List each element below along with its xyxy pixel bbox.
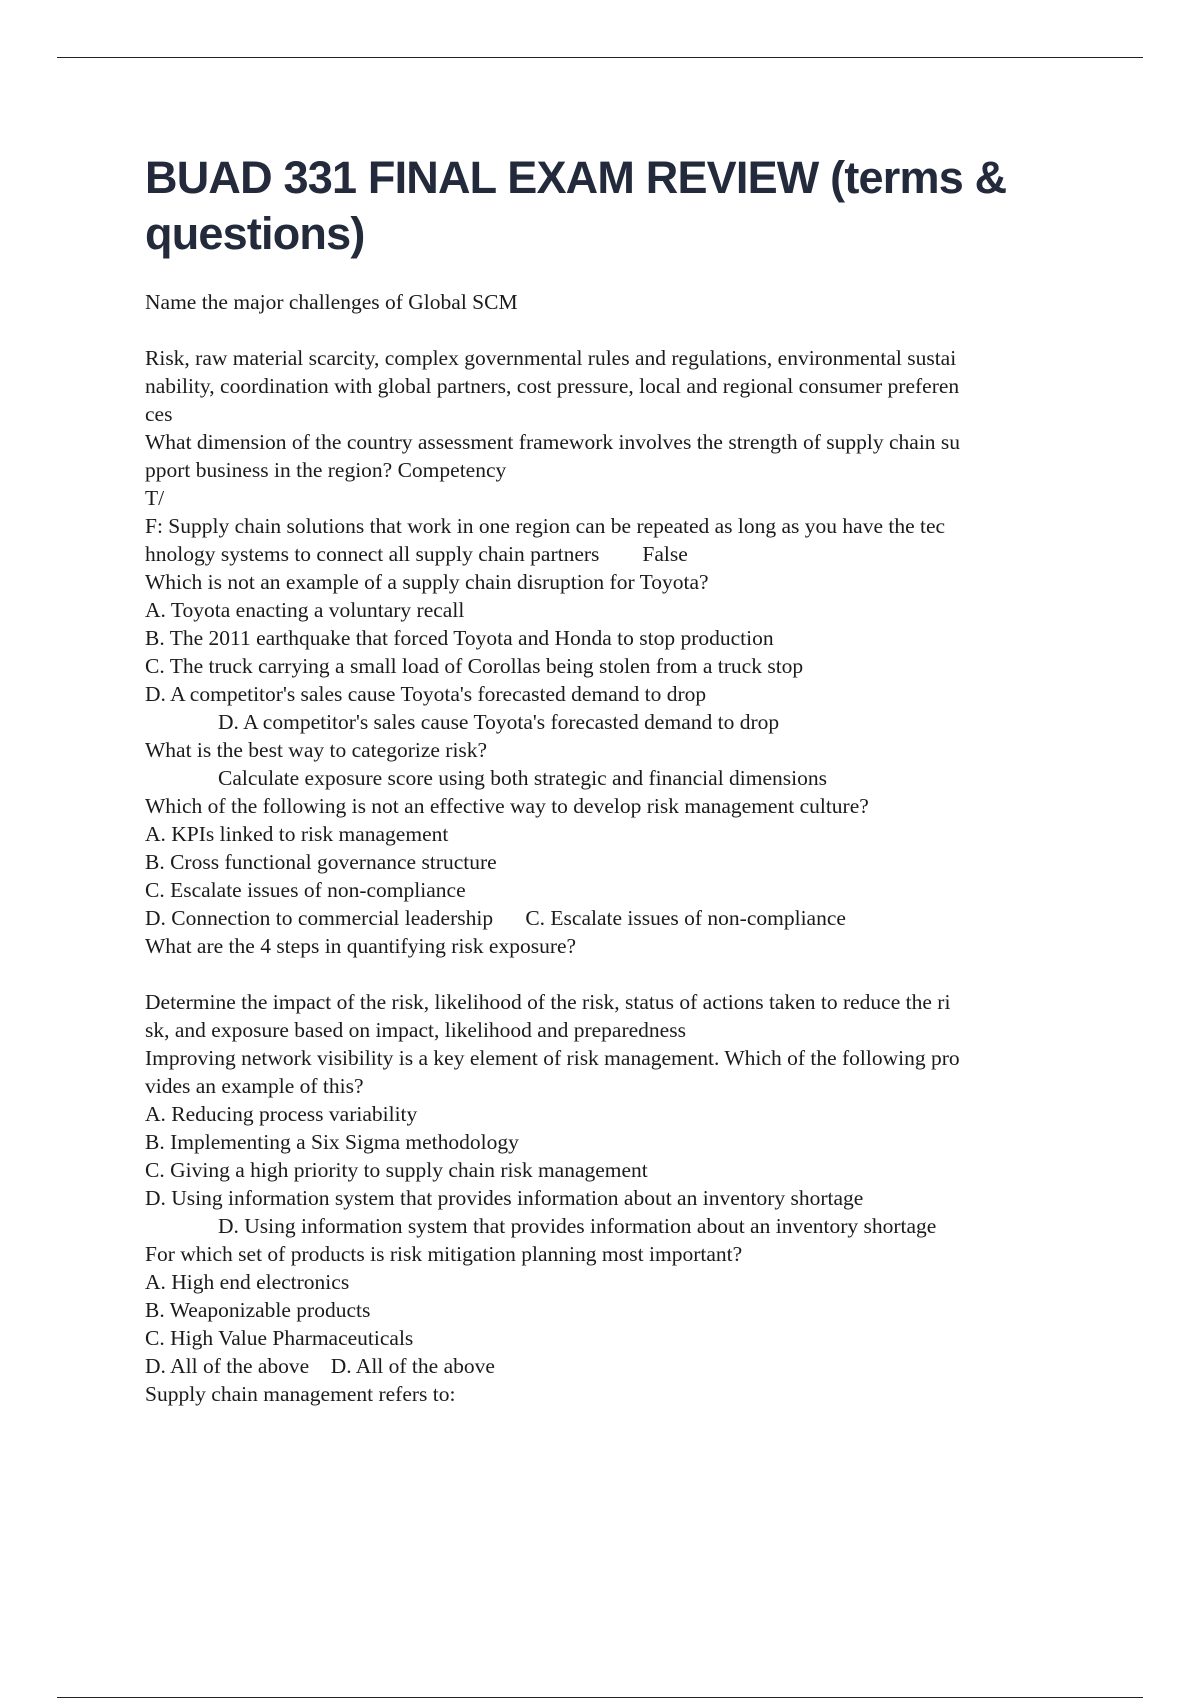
- text-line: What dimension of the country assessment framework involves the strength of supply chain su: [145, 430, 961, 454]
- text-line: C. The truck carrying a small load of Corollas being stolen from a truck stop: [145, 654, 804, 678]
- text-line: T/: [145, 486, 165, 510]
- text-line: A. Reducing process variability: [145, 1102, 418, 1126]
- text-line: B. Weaponizable products: [145, 1298, 371, 1322]
- text-line: C. Giving a high priority to supply chain risk management: [145, 1158, 648, 1182]
- blank-line: [145, 960, 1095, 988]
- text-line: What is the best way to categorize risk?: [145, 738, 488, 762]
- text-line: D. All of the above D. All of the above: [145, 1354, 495, 1378]
- text-line: A. KPIs linked to risk management: [145, 822, 449, 846]
- text-line: vides an example of this?: [145, 1074, 364, 1098]
- answer-line: Calculate exposure score using both strategic and financial dimensions: [218, 766, 827, 790]
- text-line: Improving network visibility is a key element of risk management. Which of the following pro: [145, 1046, 960, 1070]
- text-line: C. High Value Pharmaceuticals: [145, 1326, 414, 1350]
- text-line: B. The 2011 earthquake that forced Toyota and Honda to stop production: [145, 626, 774, 650]
- text-line: D. Using information system that provides information about an inventory shortage: [145, 1186, 864, 1210]
- text-line: B. Implementing a Six Sigma methodology: [145, 1130, 519, 1154]
- bottom-rule: [57, 1697, 1143, 1698]
- answer-line: D. A competitor's sales cause Toyota's forecasted demand to drop: [218, 710, 780, 734]
- title-line: questions): [145, 208, 365, 259]
- text-line: Which is not an example of a supply chain disruption for Toyota?: [145, 570, 709, 594]
- text-line: A. Toyota enacting a voluntary recall: [145, 598, 465, 622]
- document-body: [145, 288, 1095, 1408]
- title-line: BUAD 331 FINAL EXAM REVIEW (terms &: [145, 152, 1007, 203]
- text-line: ces: [145, 402, 173, 426]
- text-line: Which of the following is not an effective way to develop risk management culture?: [145, 794, 869, 818]
- text-line: A. High end electronics: [145, 1270, 350, 1294]
- text-line: F: Supply chain solutions that work in one region can be repeated as long as you have the tec: [145, 514, 946, 538]
- text-line: Determine the impact of the risk, likelihood of the risk, status of actions taken to reduce the ri: [145, 990, 951, 1014]
- text-line: Name the major challenges of Global SCM: [145, 290, 518, 314]
- text-line: D. A competitor's sales cause Toyota's forecasted demand to drop: [145, 682, 707, 706]
- text-line: What are the 4 steps in quantifying risk exposure?: [145, 934, 577, 958]
- text-line: hnology systems to connect all supply chain partners False: [145, 542, 688, 566]
- answer-line: D. Using information system that provides information about an inventory shortage: [218, 1214, 937, 1238]
- document-title: [145, 150, 1105, 262]
- top-rule: [57, 57, 1143, 58]
- blank-line: [145, 316, 1095, 344]
- text-line: Risk, raw material scarcity, complex governmental rules and regulations, environmental sustai: [145, 346, 957, 370]
- text-line: For which set of products is risk mitigation planning most important?: [145, 1242, 743, 1266]
- text-line: Supply chain management refers to:: [145, 1382, 456, 1406]
- text-line: nability, coordination with global partners, cost pressure, local and regional consumer preferen: [145, 374, 960, 398]
- text-line: B. Cross functional governance structure: [145, 850, 497, 874]
- text-line: C. Escalate issues of non-compliance: [145, 878, 466, 902]
- text-line: sk, and exposure based on impact, likelihood and preparedness: [145, 1018, 686, 1042]
- text-line: D. Connection to commercial leadership C. Escalate issues of non-compliance: [145, 906, 846, 930]
- text-line: pport business in the region? Competency: [145, 458, 507, 482]
